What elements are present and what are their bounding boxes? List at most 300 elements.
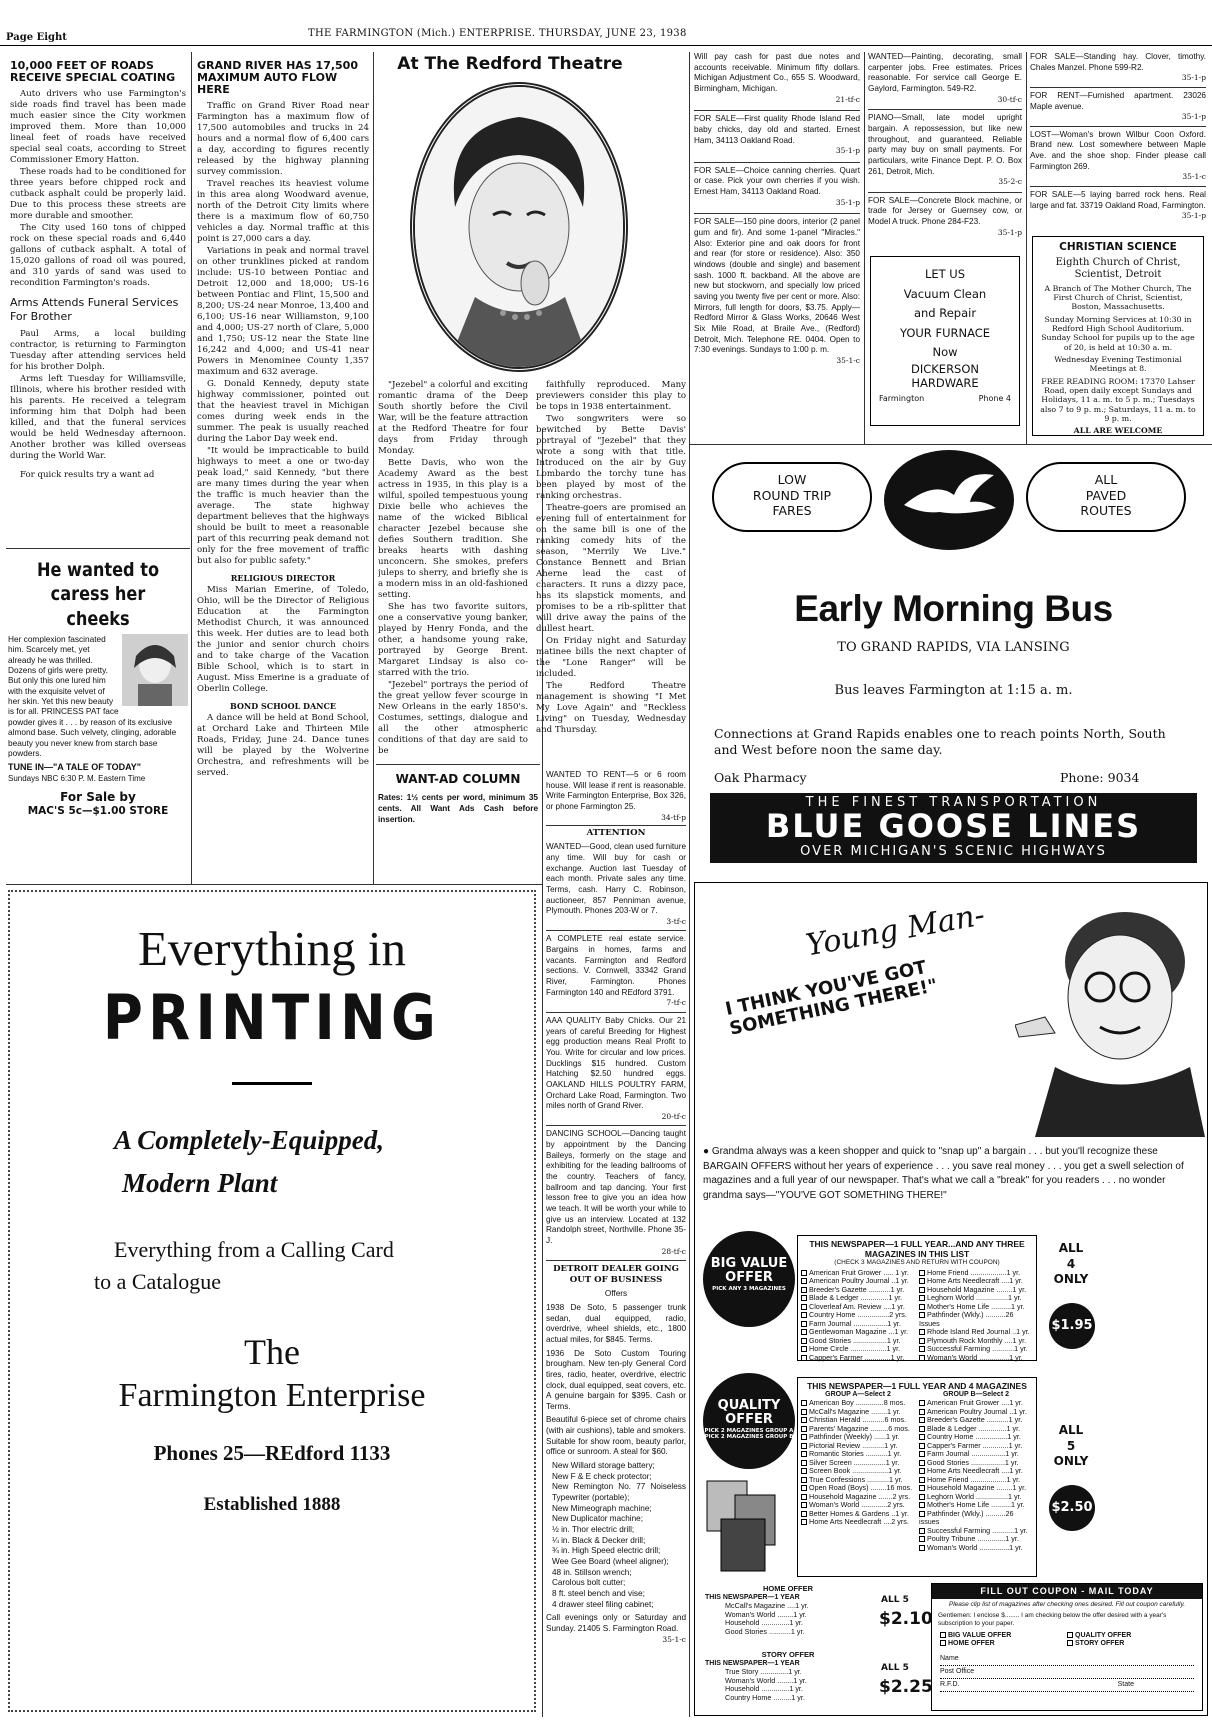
price-4: $1.95 xyxy=(1049,1303,1095,1349)
dealer-item: ½ in. Thor electric drill; xyxy=(552,1525,635,1535)
bus-phone: Phone: 9034 xyxy=(1060,770,1140,785)
theatre-c1: "Jezebel" a colorful and exciting romantic drama of the Deep South shortly before the Civil War, will be the feature attraction at the Redford Theatre for four days from Friday through Monday. xyxy=(378,380,528,456)
header-rule xyxy=(0,45,1212,46)
page-number: Page Eight xyxy=(6,32,67,43)
bus-right-pill xyxy=(1026,462,1186,532)
big-check: (CHECK 3 MAGAZINES AND RETURN WITH COUPON) xyxy=(834,1259,1000,1267)
magazine-option[interactable]: Screen Book ..................1 yr. xyxy=(801,1467,915,1475)
dealer-item: New Willard storage battery; xyxy=(552,1461,655,1471)
magazine-checkbox[interactable] xyxy=(801,1451,807,1457)
science-church: Eighth Church of Christ, Scientist, Detroit xyxy=(1055,256,1181,280)
magazine-script-2: I THINK YOU'VE GOT SOMETHING THERE!" xyxy=(723,956,940,1040)
magazine-checkbox[interactable] xyxy=(919,1270,925,1276)
grandriver-p3: Variations in peak and normal travel on other trunklines picked at random include: US-10 between Pontiac and Detroit 12,000 and 18,000; US-16 between Pontiac and Flint, 15,500 and 8,200; US-24 near Monroe, 13,400 and 6,100; US-16 near Williamston, 9,100 and 4,000; US-27 north of Clare, 5,000 and 1,750; US-12 near the State line 16,242 and 4,000; and US-41 near Powers in Menominee County 1,357 maximum and 632 average. xyxy=(197,245,369,377)
ad-dealer-1: 1938 De Soto, 5 passenger trunk sedan, dual equipped, radio, overdrive, wheel shields, etc., 1800 actual miles, for $845. Terms. xyxy=(546,1302,686,1344)
grandriver-p4: G. Donald Kennedy, deputy state highway commissioner, pointed out that the heaviest travel in Michigan comes during week ends in the summer. The peak is usually reached during the Labor Day week end. xyxy=(197,378,369,444)
column-rule xyxy=(689,52,690,1717)
coupon[interactable] xyxy=(931,1583,1203,1711)
magazine-option[interactable]: Household Magazine .......2 yrs. xyxy=(801,1493,915,1501)
ad-cherries: FOR SALE—Choice canning cherries. Quart or case. Pick your own cherries if you wish. Ernest Ham, 34113 Oakland Road. xyxy=(694,162,860,198)
ad-dealer-items xyxy=(546,1461,686,1610)
wantad-column xyxy=(546,770,686,1715)
home-items xyxy=(705,1602,871,1636)
bus-right-3: ROUTES xyxy=(1080,503,1132,519)
magazine-checkbox[interactable] xyxy=(919,1312,925,1318)
big-head: THIS NEWSPAPER—1 FULL YEAR...AND ANY THREE MAGAZINES IN THIS LIST xyxy=(809,1239,1025,1260)
magazine-checkbox[interactable] xyxy=(919,1355,925,1361)
ad-rent-ref: 35-1-p xyxy=(1181,112,1206,122)
coupon-option-big[interactable] xyxy=(940,1632,1067,1640)
magazine-checkbox[interactable] xyxy=(919,1468,925,1474)
grandriver-p2: Travel reaches its heaviest volume in this area along Woodward avenue, north of the Detroit City limits where there is a maximum flow of 60,750 vehicles a day. Normal traffic at this point is 27,000 cars a day. xyxy=(197,178,369,244)
classifieds-col-1 xyxy=(694,52,860,442)
theatre-col-a xyxy=(378,380,528,780)
magazine-checkbox[interactable] xyxy=(919,1426,925,1432)
filler-text: For quick results try a want ad xyxy=(20,469,155,480)
ad-attention: WANTED—Good, clean used furniture any time. Will buy for cash or exchange. Auction last Tuesday of each month. Private sales any time. Terms, cash. Harry C. Robinson, auctioneer, 857 Penniman avenue, Plymouth. Phones 203-W or 7. xyxy=(546,842,686,916)
magazine-option[interactable]: Breeder's Gazette ...........1 yr. xyxy=(801,1286,915,1294)
magazine-checkbox[interactable] xyxy=(919,1494,925,1500)
magazine-checkbox[interactable] xyxy=(801,1329,807,1335)
ad-pay: Will pay cash for past due notes and accounts receivable. Minimum fifty dollars. Michigan Adjustment Co., 655 S. Woodward, Birmingham, Michigan. xyxy=(694,52,860,93)
story-price: $2.25 xyxy=(879,1677,933,1697)
furnace-l4: YOUR FURNACE xyxy=(899,325,991,340)
ad-piano-ref: 35-2-c xyxy=(998,177,1022,187)
magazine-checkbox[interactable] xyxy=(801,1278,807,1284)
opt-story-label: STORY OFFER xyxy=(1075,1639,1125,1647)
magazine-option[interactable]: Successful Farming ...........1 yr. xyxy=(919,1345,1033,1353)
magazine-option[interactable]: Good Stories .................1 yr. xyxy=(919,1459,1033,1467)
coupon-note: Please clip list of magazines after checking ones desired. Fill out coupon carefully. xyxy=(948,1600,1186,1608)
magazine-option[interactable]: Mother's Home Life ..........1 yr. xyxy=(919,1501,1033,1509)
ad-attention-title: ATTENTION xyxy=(546,825,686,839)
section-rule xyxy=(690,444,1212,445)
bus-left-1: LOW xyxy=(777,472,807,487)
grandriver-headline: GRAND RIVER HAS 17,500 MAXIMUM AUTO FLOW HERE xyxy=(197,60,358,96)
princess-headline-1: He wanted to xyxy=(36,559,160,581)
wantad-headline: WANT-AD COLUMN xyxy=(395,772,521,786)
magazine-checkbox[interactable] xyxy=(919,1536,925,1542)
checkbox-quality[interactable] xyxy=(1067,1632,1073,1638)
magazine-option[interactable]: True Confessions ...........1 yr. xyxy=(801,1476,915,1484)
magazine-option[interactable]: Home Friend ..................1 yr. xyxy=(919,1476,1033,1484)
funeral-headline: Arms Attends Funeral Services For Brother xyxy=(10,295,179,323)
coupon-option-home[interactable] xyxy=(940,1640,1067,1648)
magazine-option[interactable]: Country Home ................2 yrs. xyxy=(801,1311,915,1319)
magazine-option[interactable]: Woman's World ...............1 yr. xyxy=(919,1354,1033,1362)
ad-hens-ref: 35-1-p xyxy=(1181,211,1206,221)
magazine-checkbox[interactable] xyxy=(801,1443,807,1449)
ad-painting: WANTED—Painting, decorating, small carpenter jobs. Free estimates. Prices reasonable. For service call George E. Gaylord, Farmington. 549-R2. xyxy=(868,52,1022,93)
printing-l7: The xyxy=(244,1332,300,1372)
magazine-checkbox[interactable] xyxy=(801,1346,807,1352)
coupon-post-field[interactable] xyxy=(940,1666,1194,1679)
printing-l8: Farmington Enterprise xyxy=(118,1377,426,1414)
dealer-item: ¼ in. Black & Decker drill; xyxy=(552,1535,646,1545)
all4-c: ONLY xyxy=(1053,1272,1089,1287)
grandriver-p1: Traffic on Grand River Road near Farmington has a maximum flow of 17,500 automobiles and trucks in 24 hours and a normal flow of 6,400 cars a day, according to figures recently released by the highway planning survey commission. xyxy=(197,100,369,177)
all5-b: 5 xyxy=(1066,1438,1076,1453)
magazine-option[interactable]: Gentlewoman Magazine ...1 yr. xyxy=(801,1328,915,1336)
dealer-item: New Mimeograph machine; xyxy=(552,1503,652,1513)
opt-quality-label: QUALITY OFFER xyxy=(1075,1631,1132,1639)
ad-rent: FOR RENT—Furnished apartment. 23026 Maple avenue. xyxy=(1030,87,1206,112)
roads-headline: 10,000 FEET OF ROADS RECEIVE SPECIAL COATING xyxy=(10,60,176,84)
q-head: THIS NEWSPAPER—1 FULL YEAR AND 4 MAGAZINES xyxy=(807,1381,1027,1391)
blue-goose-banner xyxy=(710,793,1197,863)
magazine-checkbox[interactable] xyxy=(919,1434,925,1440)
magazine-checkbox[interactable] xyxy=(801,1477,807,1483)
ad-chicks-ref: 35-1-p xyxy=(835,146,860,156)
princess-headline-2: caress her cheeks xyxy=(50,583,146,630)
coupon-option-quality[interactable] xyxy=(1067,1632,1194,1640)
printing-l10: Established 1888 xyxy=(203,1494,341,1515)
printing-l1: Everything in xyxy=(137,921,407,976)
funeral-p2: Arms left Tuesday for Williamsville, Illinois, where his brother resided with his parents. He received a telegram informing him that Dolph had been killed, and that the funeral services would be held Wednesday afternoon. Another brother was killed overseas during the World War. xyxy=(10,373,186,461)
home-offer-item: Good Stories ...........1 yr. xyxy=(725,1626,805,1636)
magazine-checkbox[interactable] xyxy=(801,1468,807,1474)
magazine-option[interactable]: American Boy ..............8 mos. xyxy=(801,1399,915,1407)
all5-a: ALL xyxy=(1058,1423,1084,1437)
section-rule xyxy=(6,548,190,549)
magazine-option[interactable]: Rhode Island Red Journal ..1 yr. xyxy=(919,1328,1033,1336)
director-headline: RELIGIOUS DIRECTOR xyxy=(230,572,336,583)
story-sub: THIS NEWSPAPER—1 YEAR xyxy=(705,1659,800,1667)
field-state-label: State xyxy=(1117,1680,1134,1688)
story-offer-item: True Story ..............1 yr. xyxy=(725,1667,802,1677)
coupon-body: Gentlemen: I enclose $........ I am checking below the offer desired with a year's subscription to your paper. xyxy=(938,1612,1167,1627)
ad-piano: PIANO—Small, late model upright bargain. A repossession, but like new throughout, and guaranteed. Reliable party may buy on small payments. For particulars, write Finance Dept. P. O. Box 261, Detroit, Mich. xyxy=(868,109,1022,177)
magazine-option[interactable]: Woman's World ...............1 yr. xyxy=(919,1544,1033,1552)
magazine-copy: ● Grandma always was a keen shopper and quick to "snap up" a bargain . . . but you'll recognize these BARGAIN OFFERS without her years of experience . . . you save real money . . . you get a swell selection of magazines and a full year of our newspaper. That's what we call a "break" for you readers . . . no wonder grandma says—"YOU'VE GOT SOMETHING THERE!" xyxy=(703,1146,1184,1201)
magazine-checkbox[interactable] xyxy=(919,1528,925,1534)
ad-dealer-ref: 35-1-c xyxy=(662,1634,686,1644)
coupon-name-field[interactable] xyxy=(940,1653,1194,1666)
magazine-option[interactable]: Country Home ................1 yr. xyxy=(919,1433,1033,1441)
column-rule xyxy=(191,52,192,885)
checkbox-home[interactable] xyxy=(940,1640,946,1646)
magazine-checkbox[interactable] xyxy=(801,1321,807,1327)
magazine-option[interactable]: Farm Journal .................1 yr. xyxy=(801,1320,915,1328)
magazine-ad xyxy=(694,882,1208,1716)
bus-leaves: Bus leaves Farmington at 1:15 a. m. xyxy=(834,683,1073,698)
magazine-checkbox[interactable] xyxy=(801,1409,807,1415)
big-value-list xyxy=(797,1235,1037,1361)
bus-title: Early Morning Bus xyxy=(794,588,1113,629)
magazine-covers xyxy=(705,1475,795,1575)
magazine-option[interactable]: Household Magazine ........1 yr. xyxy=(919,1286,1033,1294)
theatre-c6: Two songwriters were so bewitched by Bette Davis' portrayal of "Jezebel" that they wrote a song with that title. Introduced on the air by Guy Lombardo the torchy tune has been played by most of the ranking orchestras. xyxy=(536,414,686,501)
printing-rule xyxy=(232,1082,312,1085)
dealer-item: 8 ft. steel bench and vise; xyxy=(552,1588,645,1598)
furnace-footer xyxy=(871,390,1019,408)
magazine-option[interactable]: Open Road (Boys) ........16 mos. xyxy=(801,1484,915,1492)
magazine-option[interactable]: Breeder's Gazette ...........1 yr. xyxy=(919,1416,1033,1424)
story-offer-item: Country Home .........1 yr. xyxy=(725,1692,805,1702)
science-wed: Wednesday Evening Testimonial Meetings at 8. xyxy=(1054,355,1182,374)
quality-badge xyxy=(703,1373,795,1469)
science-sunday: Sunday Morning Services at 10:30 in Redford High School Auditorium. Sunday School for pupils up to the age of 20, is held at 10:30 a. m. xyxy=(1041,314,1195,352)
magazine-option[interactable]: American Poultry Journal ..1 yr. xyxy=(801,1277,915,1285)
magazine-option[interactable]: Pictorial Review ...........1 yr. xyxy=(801,1442,915,1450)
checkbox-story[interactable] xyxy=(1067,1640,1073,1646)
magazine-checkbox[interactable] xyxy=(919,1443,925,1449)
q-lists xyxy=(801,1399,1033,1552)
princess-store: MAC'S 5c—$1.00 STORE xyxy=(27,805,169,818)
q-list-right xyxy=(919,1399,1033,1552)
magazine-option[interactable]: Pathfinder (Wkly.) ..........26 Issues xyxy=(919,1310,1014,1328)
ad-dealer-3: Beautiful 6-piece set of chrome chairs (with air cushions), table and smokers. Suitable for show room, beauty parlor, office or sunroom. A steal for $60. xyxy=(546,1415,686,1457)
magazine-checkbox[interactable] xyxy=(801,1485,807,1491)
ad-house: WANTED TO RENT—5 or 6 room house. Will lease if rent is reasonable. Write Farmington Enterprise, Box 326, or phone Farmington 25. xyxy=(546,770,686,811)
ad-realestate: A COMPLETE real estate service. Bargains in homes, farms and vacants. Farmington and Redford sections. V. Cornwell, 33342 Grand River, Farmington. Phones Farmington 140 and REdford 3791. xyxy=(546,930,686,998)
furnace-ad xyxy=(870,256,1020,426)
ad-chicks: FOR SALE—First quality Rhode Island Red baby chicks, day old and started. Ernest Ham, 34113 Oakland Road. xyxy=(694,110,860,146)
magazine-option[interactable]: Home Arts Needlecraft ....1 yr. xyxy=(919,1277,1033,1285)
section-rule xyxy=(376,764,540,765)
coupon-fields xyxy=(932,1650,1202,1695)
quality-list xyxy=(797,1377,1037,1577)
magazine-checkbox[interactable] xyxy=(801,1400,807,1406)
coupon-rfd-field[interactable] xyxy=(940,1679,1194,1692)
magazine-option[interactable]: Home Friend ..................1 yr. xyxy=(919,1269,1033,1277)
ad-dealer-end: Call evenings only or Saturday and Sunday. 21405 S. Farmington Road. xyxy=(546,1613,686,1633)
all5-label xyxy=(1051,1423,1091,1470)
dealer-item: New Duplicator machine; xyxy=(552,1514,644,1524)
ad-cherries-ref: 35-1-p xyxy=(835,197,860,207)
bus-left-2: ROUND TRIP xyxy=(752,487,832,503)
furnace-l5: Now xyxy=(932,345,958,360)
bus-left-pill xyxy=(712,462,872,532)
magazine-checkbox[interactable] xyxy=(801,1502,807,1508)
column-2 xyxy=(197,60,369,882)
magazine-checkbox[interactable] xyxy=(919,1287,925,1293)
ad-dealer-offers: Offers xyxy=(604,1289,628,1299)
story-offer-item: Woman's World ........1 yr. xyxy=(725,1675,807,1685)
blue-line-3: OVER MICHIGAN'S SCENIC HIGHWAYS xyxy=(800,843,1107,859)
magazine-checkbox[interactable] xyxy=(801,1338,807,1344)
theatre-headline: At The Redford Theatre xyxy=(397,54,623,74)
big-lists xyxy=(801,1269,1033,1362)
funeral-p1: Paul Arms, a local building contractor, is returning to Farmington Tuesday after attending services held for his brother Dolph. xyxy=(10,328,186,372)
magazine-option[interactable]: Woman's World .............2 yrs. xyxy=(801,1501,915,1509)
magazine-checkbox[interactable] xyxy=(801,1287,807,1293)
printing-ad xyxy=(8,890,536,1712)
magazine-checkbox[interactable] xyxy=(801,1270,807,1276)
theatre-c7: Theatre-goers are promised an evening full of entertainment for on the same bill is one of the ranking comedy hits of the season, "Merrily We Live." Constance Bennett and Brian Aherne lead the cast of characters. It runs a dizzy pace, has its slapstick moments, and promises to be a rib-splitter that will drive away the pains of the dullest heart. xyxy=(536,503,686,634)
magazine-option[interactable]: Pathfinder (Wkly.) ..........26 issues xyxy=(919,1508,1014,1527)
printing-l4: Modern Plant xyxy=(122,1168,278,1198)
magazine-option[interactable]: Capper's Farmer .............1 yr. xyxy=(801,1354,915,1362)
magazine-option[interactable]: Romantic Stories ...........1 yr. xyxy=(801,1450,915,1458)
story-offer-item: Household ..............1 yr. xyxy=(725,1684,803,1694)
magazine-option[interactable]: Leghorn World ................1 yr. xyxy=(919,1493,1033,1501)
grandriver-p5: "It would be impracticable to build highways to meet a one or two-day peak load," said Kennedy, "but there are many times during the year when the traffic is much heavier than the average. The state highway department believes that the highways should be built to meet a reasonable part of this recurring peak demand not only for the free movement of traffic but also for public safety." xyxy=(197,445,369,566)
all4-b: 4 xyxy=(1066,1256,1076,1271)
big-badge-label: BIG VALUE OFFER xyxy=(710,1256,788,1285)
printing-l2: PRINTING xyxy=(102,981,442,1054)
story-offer xyxy=(703,1649,873,1709)
princess-body: Her complexion fascinated him. Scarcely met, yet already he was thrilled. Dozens of girls were pretty. But only this one lured him with the exquisite velvet of her skin. Yet this new beauty is for all. PRINCESS PAT face powder gives it . . . by reason of its exclusive almond base. Such velvety, clinging, adorable beauty you never knew from starch base powders. xyxy=(8,633,177,758)
magazine-option[interactable]: Home Circle ..................1 yr. xyxy=(801,1345,915,1353)
bette-davis-portrait xyxy=(410,82,628,372)
magazine-script-1: Young Man- xyxy=(803,897,988,964)
magazine-option[interactable]: Better Homes & Gardens ..1 yr. xyxy=(801,1510,915,1518)
magazine-checkbox[interactable] xyxy=(801,1511,807,1517)
blue-line-2: BLUE GOOSE LINES xyxy=(765,807,1142,845)
bus-right-2: PAVED xyxy=(1085,487,1127,503)
all4-label xyxy=(1051,1241,1091,1288)
christian-science-notice xyxy=(1032,236,1204,436)
furnace-town: Farmington xyxy=(879,394,925,404)
story-items xyxy=(705,1668,871,1702)
wantad-rates: Rates: 1½ cents per word, minimum 35 cents. All Want Ads Cash before insertion. xyxy=(378,793,538,824)
ad-clover-ref: 35-1-p xyxy=(1181,73,1206,83)
furnace-l1: LET US xyxy=(924,267,966,281)
coupon-options xyxy=(932,1630,1202,1651)
magazine-checkbox[interactable] xyxy=(919,1329,925,1335)
magazine-option[interactable]: Leghorn World ................1 yr. xyxy=(919,1294,1033,1302)
printing-l6: to a Catalogue xyxy=(94,1269,222,1294)
princess-sale: For Sale by xyxy=(60,790,136,804)
magazine-checkbox[interactable] xyxy=(919,1400,925,1406)
princess-photo xyxy=(122,634,188,706)
magazine-checkbox[interactable] xyxy=(919,1511,925,1517)
magazine-checkbox[interactable] xyxy=(919,1346,925,1352)
magazine-option[interactable]: Silver Screen ................1 yr. xyxy=(801,1459,915,1467)
magazine-option[interactable]: Good Stories .................1 yr. xyxy=(801,1337,915,1345)
ad-aaa-ref: 20-tf-c xyxy=(661,1111,686,1121)
magazine-option[interactable]: Blade & Ledger ..............1 yr. xyxy=(801,1294,915,1302)
page-header xyxy=(0,28,1212,46)
magazine-option[interactable]: Parents' Magazine .........6 mos. xyxy=(801,1425,915,1433)
magazine-checkbox[interactable] xyxy=(801,1312,807,1318)
magazine-option[interactable]: Mother's Home Life ..........1 yr. xyxy=(919,1303,1033,1311)
checkbox-big[interactable] xyxy=(940,1632,946,1638)
theatre-c5: faithfully reproduced. Many previewers consider this play to be tops in 1938 entertainment. xyxy=(536,380,686,412)
furnace-phone: Phone 4 xyxy=(978,394,1011,404)
magazine-checkbox[interactable] xyxy=(801,1295,807,1301)
theatre-c8: On Friday night and Saturday matinee bills the next chapter of the "Lone Ranger" will be included. xyxy=(536,636,686,679)
magazine-checkbox[interactable] xyxy=(801,1434,807,1440)
magazine-option[interactable]: Plymouth Rock Monthly ....1 yr. xyxy=(919,1337,1033,1345)
science-welcome: ALL ARE WELCOME xyxy=(1073,426,1163,436)
magazine-checkbox[interactable] xyxy=(801,1355,807,1361)
q-group-b: GROUP B—Select 2 xyxy=(942,1391,1009,1399)
goose-icon xyxy=(884,450,1014,550)
magazine-checkbox[interactable] xyxy=(801,1460,807,1466)
magazine-checkbox[interactable] xyxy=(919,1278,925,1284)
home-offer-item: Woman's World ........1 yr. xyxy=(725,1609,807,1619)
magazine-option[interactable]: Household Magazine ........1 yr. xyxy=(919,1484,1033,1492)
field-name-label: Name xyxy=(940,1655,959,1663)
roads-p1: Auto drivers who use Farmington's side roads find travel has been made much easier since the City workmen improved them. More than 10,000 lineal feet of roads have received special seal coats, according to Street Commissioner Emory Hatton. xyxy=(10,88,186,165)
dance-headline: BOND SCHOOL DANCE xyxy=(230,700,336,711)
magazine-checkbox[interactable] xyxy=(801,1426,807,1432)
magazine-option[interactable]: Capper's Farmer .............1 yr. xyxy=(919,1442,1033,1450)
theatre-c4: "Jezebel" portrays the period of the great yellow fever scourge in New Orleans in the early 1850's. Costumes, settings, dialogue and all the other atmospheric conditions of that day are said to be xyxy=(378,680,528,756)
coupon-title: FILL OUT COUPON - MAIL TODAY xyxy=(932,1584,1202,1599)
column-rule xyxy=(864,52,865,444)
magazine-option[interactable]: Cloverleaf Am. Review ....1 yr. xyxy=(801,1303,915,1311)
magazine-checkbox[interactable] xyxy=(919,1338,925,1344)
magazine-checkbox[interactable] xyxy=(919,1477,925,1483)
ad-doors: FOR SALE—150 pine doors, interior (2 panel gum and fir). And some 1-panel "Miracles." Also: Exterior pine and oak doors for front and rear (for store or residence). Also: 350 windows (double and single) and basement sash. 1000 ft. backband. All the above are new but stockworn, and specially low priced saving you twenty five per cent or more. Also: Mirrors, full length for doors, $3.75. Apply—Redford Mirror & Glass Works, 20646 West Six Mile Road, at Braile Ave., (Redford) Detroit, Mich. Telephone RE. 0404. Open to 7:30 evenings. Sundays to 1:00 p. m. xyxy=(694,213,860,356)
magazine-checkbox[interactable] xyxy=(801,1494,807,1500)
magazine-checkbox[interactable] xyxy=(801,1519,807,1525)
ad-aaa: AAA QUALITY Baby Chicks. Our 21 years of careful Breeding for Highest egg production means Real Profit to You. Write for circular and low prices. Ducklings $15 hundred. Custom Hatching $2.50 hundred eggs. OAKLAND HILLS POULTRY FARM, Orchard Lake Road, Farmington. Two miles north of Grand River. xyxy=(546,1012,686,1112)
ad-painting-ref: 30-tf-c xyxy=(997,94,1022,104)
magazine-checkbox[interactable] xyxy=(919,1417,925,1423)
home-sub: THIS NEWSPAPER—1 YEAR xyxy=(705,1593,800,1601)
ad-doors-ref: 35-1-c xyxy=(836,355,860,365)
magazine-checkbox[interactable] xyxy=(919,1502,925,1508)
opt-home-label: HOME OFFER xyxy=(948,1639,995,1647)
printing-l3: A Completely-Equipped, xyxy=(114,1125,384,1155)
home-offer-item: McCall's Magazine ....1 yr. xyxy=(725,1601,809,1611)
ad-hens: FOR SALE—5 laying barred rock hens. Real large and fat. 33719 Oakland Road, Farmington. xyxy=(1030,186,1206,211)
ad-clover: FOR SALE—Standing hay. Clover, timothy. Chales Manzel. Phone 599-R2. xyxy=(1030,52,1206,72)
dealer-item: New Remington No. 77 Noiseless Typewriter (portable); xyxy=(552,1482,686,1503)
big-list-right xyxy=(919,1269,1033,1362)
bus-subtitle: TO GRAND RAPIDS, VIA LANSING xyxy=(837,640,1070,655)
magazine-option[interactable]: Successful Farming ...........1 yr. xyxy=(919,1527,1033,1535)
science-branch: A Branch of The Mother Church, The First Church of Christ, Scientist, Boston, Massachusetts. xyxy=(1044,283,1192,312)
magazine-checkbox[interactable] xyxy=(919,1451,925,1457)
ad-lost-ref: 35-1-c xyxy=(1182,172,1206,182)
magazine-option[interactable]: Blade & Ledger ..............1 yr. xyxy=(919,1425,1033,1433)
dealer-item: Wee Gee Board (wheel aligner); xyxy=(552,1557,669,1566)
magazine-option[interactable]: Home Arts Needlecraft ....2 yrs. xyxy=(801,1518,915,1526)
printing-l5: Everything from a Calling Card xyxy=(114,1237,394,1262)
magazine-option[interactable]: American Fruit Grower ....1 yr. xyxy=(919,1399,1033,1407)
magazine-checkbox[interactable] xyxy=(919,1295,925,1301)
magazine-checkbox[interactable] xyxy=(801,1417,807,1423)
magazine-option[interactable]: American Fruit Grower ..... 1 yr. xyxy=(801,1269,915,1277)
magazine-option[interactable]: American Poultry Journal ..1 yr. xyxy=(919,1408,1033,1416)
home-offer xyxy=(703,1583,873,1643)
magazine-option[interactable]: Pathfinder (Weekly) ......1 yr. xyxy=(801,1433,915,1441)
blue-line-1: THE FINEST TRANSPORTATION xyxy=(805,795,1102,810)
magazine-option[interactable]: McCall's Magazine ........1 yr. xyxy=(801,1408,915,1416)
magazine-checkbox[interactable] xyxy=(919,1304,925,1310)
magazine-option[interactable]: Poultry Tribune ..............1 yr. xyxy=(919,1535,1033,1543)
bus-right-1: ALL xyxy=(1094,472,1118,487)
all4-a: ALL xyxy=(1058,1241,1084,1255)
science-title: CHRISTIAN SCIENCE xyxy=(1059,241,1177,253)
magazine-checkbox[interactable] xyxy=(919,1545,925,1551)
ad-attention-ref: 3-tf-c xyxy=(666,916,686,926)
ad-dancing: DANCING SCHOOL—Dancing taught by appointment by the Dancing Baileys, formerly on the stage and exhibiting for the leading ballrooms of the country. Teachers of fancy, ballroom and tap dancing. Your first lesson free to give you an idea how we teach. It will be worth your while to give us an interview. Located at 132 Randolph street, Northville. Phone 35-J. xyxy=(546,1125,686,1246)
director-body: Miss Marian Emerine, of Toledo, Ohio, will be the Director of Religious Education at the Farmington Methodist Church, it was announced this week. Her duties are to lead both the junior and senior church choirs and to take charge of the Vacation Bible School, which is to start in August. Miss Emerine is a graduate of Oberlin College. xyxy=(197,584,369,694)
magazine-checkbox[interactable] xyxy=(919,1485,925,1491)
q-group-a: GROUP A—Select 2 xyxy=(825,1391,891,1399)
magazine-checkbox[interactable] xyxy=(801,1304,807,1310)
magazine-checkbox[interactable] xyxy=(919,1409,925,1415)
printing-l9: Phones 25—REdford 1133 xyxy=(153,1441,391,1465)
theatre-c2: Bette Davis, who won the Academy Award as the best actress in 1935, in this play is a wilful, spoiled tempestuous young Dixie belle who achieves the name of the wicked Biblical character Jezebel because she defies Southern tradition. She breaks hearts with dashing unconcern. She smokes, prefers juleps to sherry, and briefly she is a modern miss in an old-fashioned setting. xyxy=(378,458,528,600)
bus-left-3: FARES xyxy=(772,503,812,519)
magazine-option[interactable]: Home Arts Needlecraft ....1 yr. xyxy=(919,1467,1033,1475)
magazine-checkbox[interactable] xyxy=(919,1460,925,1466)
magazine-option[interactable]: Farm Journal .................1 yr. xyxy=(919,1450,1033,1458)
magazine-option[interactable]: Christian Herald ...........6 mos. xyxy=(801,1416,915,1424)
opt-big-label: BIG VALUE OFFER xyxy=(948,1631,1012,1639)
princess-pat-ad xyxy=(8,558,188,878)
home-offer-item: Household ..............1 yr. xyxy=(725,1618,803,1628)
coupon-option-story[interactable] xyxy=(1067,1640,1194,1648)
dealer-item: New F & E check protector; xyxy=(552,1471,652,1481)
